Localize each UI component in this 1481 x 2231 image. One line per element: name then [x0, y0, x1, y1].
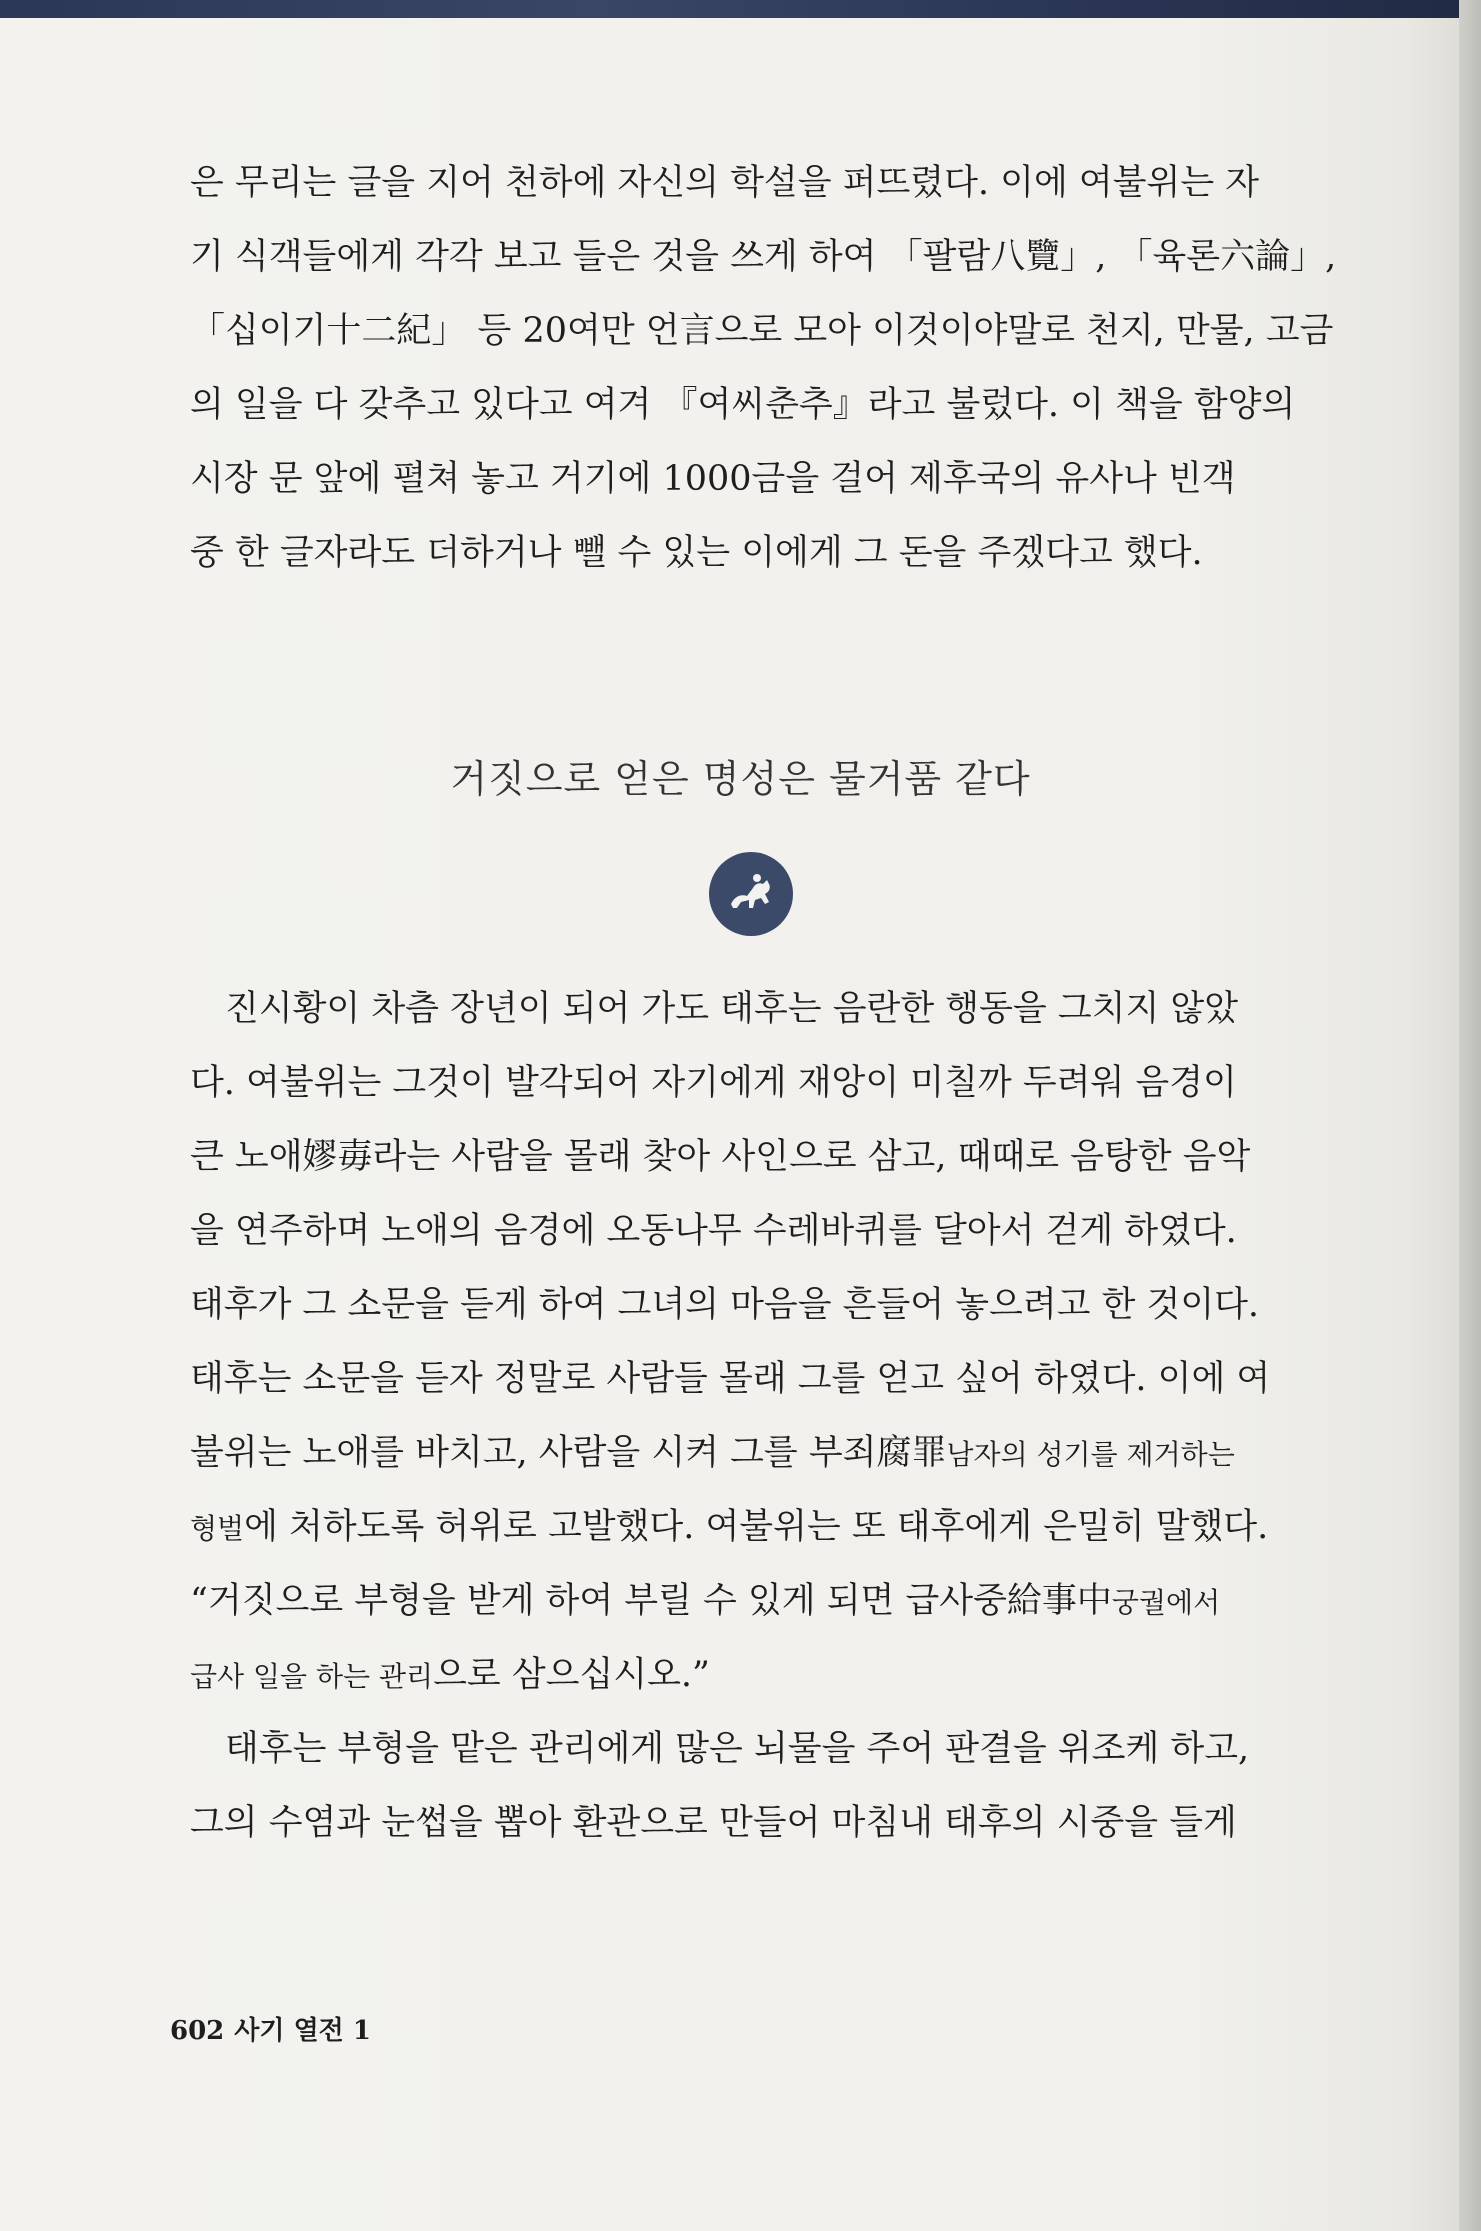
paragraph-2	[190, 972, 1340, 1860]
text-line	[190, 1416, 1340, 1490]
quote-line	[190, 1564, 1340, 1638]
text-segment: “거짓으로 부형을 받게 하여 부릴 수 있게 되면 급사중給事中	[190, 1581, 1112, 1621]
text-line: 태후가 그 소문을 듣게 하여 그녀의 마음을 흔들어 놓으려고 한 것이다.	[190, 1285, 1260, 1325]
text-line	[190, 1490, 1340, 1564]
text-segment: 에 처하도록 허위로 고발했다. 여불위는 또 태후에게 은밀히 말했다.	[244, 1507, 1269, 1547]
horse-rider-emblem-icon	[709, 852, 793, 936]
page-footer	[170, 2010, 371, 2047]
annotation-note: 남자의 성기를 제거하는	[946, 1438, 1235, 1471]
background-fabric-top	[0, 0, 1481, 18]
text-line: 태후는 소문을 듣자 정말로 사람들 몰래 그를 얻고 싶어 하였다. 이에 여	[190, 1359, 1271, 1399]
text-line: 태후는 부형을 맡은 관리에게 많은 뇌물을 주어 판결을 위조케 하고,	[190, 1729, 1250, 1769]
book-title: 사기 열전 1	[234, 2016, 371, 2046]
text-segment: 으로 삼으십시오.”	[433, 1655, 710, 1695]
text-line: 의 일을 다 갖추고 있다고 여겨 『여씨춘추』라고 불렀다. 이 책을 함양의	[190, 385, 1296, 425]
paragraph-1	[190, 146, 1340, 590]
text-line: 진시황이 차츰 장년이 되어 가도 태후는 음란한 행동을 그치지 않았	[190, 989, 1239, 1029]
text-line: 다. 여불위는 그것이 발각되어 자기에게 재앙이 미칠까 두려워 음경이	[190, 1063, 1237, 1103]
text-line: 중 한 글자라도 더하거나 뺄 수 있는 이에게 그 돈을 주겠다고 했다.	[190, 533, 1203, 573]
page-edge-shadow	[1459, 0, 1481, 2231]
section-heading: 거짓으로 얻은 명성은 물거품 같다	[450, 757, 1031, 801]
annotation-note: 형벌	[190, 1512, 245, 1545]
page-number: 602	[170, 2016, 225, 2046]
text-segment: 불위는 노애를 바치고, 사람을 시켜 그를 부죄腐罪	[190, 1433, 947, 1473]
text-line: 「십이기十二紀」 등 20여만 언言으로 모아 이것이야말로 천지, 만물, 고금	[190, 311, 1334, 351]
text-line: 을 연주하며 노애의 음경에 오동나무 수레바퀴를 달아서 걷게 하였다.	[190, 1211, 1237, 1251]
text-line: 그의 수염과 눈썹을 뽑아 환관으로 만들어 마침내 태후의 시중을 들게	[190, 1803, 1237, 1843]
quote-line	[190, 1638, 1340, 1712]
text-line: 기 식객들에게 각각 보고 들은 것을 쓰게 하여 「팔람八覽」, 「육론六論」,	[190, 237, 1337, 277]
annotation-note: 급사 일을 하는 관리	[190, 1660, 434, 1693]
text-line: 큰 노애嫪毐라는 사람을 몰래 찾아 사인으로 삼고, 때때로 음탕한 음악	[190, 1137, 1251, 1177]
annotation-note: 궁궐에서	[1111, 1586, 1221, 1619]
text-line: 시장 문 앞에 펼쳐 놓고 거기에 1000금을 걸어 제후국의 유사나 빈객	[190, 459, 1236, 499]
text-line: 은 무리는 글을 지어 천하에 자신의 학설을 퍼뜨렸다. 이에 여불위는 자	[190, 163, 1260, 203]
